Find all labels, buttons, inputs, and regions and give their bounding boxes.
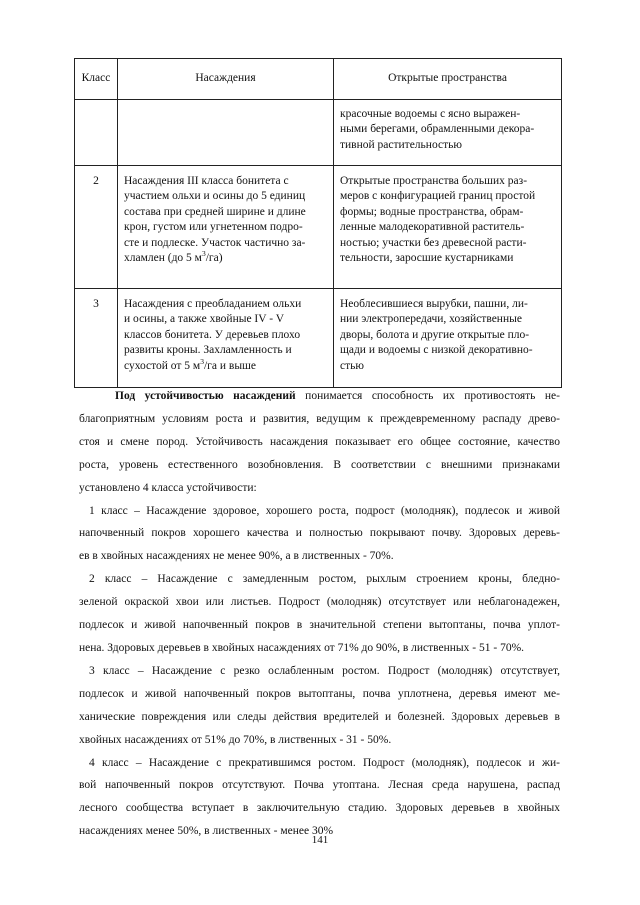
paragraph-definition <box>79 385 560 500</box>
cell-line: стью <box>340 359 364 372</box>
text-line: подлесок и живой напочвенный покров вытоптаны, почва уплотнена, деревья имеют ме- <box>79 687 560 700</box>
cell-line: классов бонитета. У деревьев плохо <box>124 328 301 341</box>
text-line: зеленой окраской хвои или листьев. Подрост (молодняк) отсутствует или неблагонадежен, <box>79 596 560 609</box>
cell-line <box>124 251 329 266</box>
text-line: ев в хвойных насаждениях не менее 90%, а в лиственных - 70%. <box>79 550 394 563</box>
text-line: 2 класс – Насаждение с замедленным ростом, рыхлым строением кроны, бледно- <box>89 573 560 586</box>
text-line: 4 класс – Насаждение с прекратившимся ростом. Подрост (молодняк), подлесок и жи- <box>89 756 560 769</box>
text-line: лесного сообщества вступает в заключительную стадию. Здоровых деревьев в хвойных <box>79 802 560 815</box>
cell-line: меров с конфигурацией границ простой <box>340 190 536 203</box>
text-line <box>79 385 560 408</box>
text-line: насаждениях менее 50%, в лиственных - менее 30% <box>79 825 334 838</box>
table-row <box>75 166 562 289</box>
text-line: 1 класс – Насаждение здоровое, хорошего роста, подрост (молодняк), подлесок и живой <box>89 504 560 517</box>
cell-open-spaces <box>334 166 562 289</box>
cell-line: красочные водоемы с ясно выражен- <box>340 108 521 120</box>
text-line: 3 класс – Насаждение с резко ослабленным ростом. Подрост (молодняк) отсутствует, <box>89 664 560 677</box>
text-line: хвойных насаждениях от 51% до 70%, в лиственных - 31 - 50%. <box>79 733 392 746</box>
body-text <box>79 385 560 843</box>
paragraph-class-4 <box>79 752 560 844</box>
cell-line: участием ольхи и осины до 5 единиц <box>124 190 306 203</box>
cell-open-spaces <box>334 289 562 388</box>
text-line: нена. Здоровых деревьев в хвойных насаждениях от 71% до 90%, в лиственных - 51 - 70%. <box>79 641 525 654</box>
cell-line: состава при средней ширине и длине <box>124 205 306 218</box>
cell-line <box>124 356 329 374</box>
text-line: ханические повреждения или следы действия вредителей и болезней. Здоровых деревьев в <box>79 710 560 723</box>
cell-plantings <box>118 289 334 388</box>
cell-plantings <box>118 100 334 166</box>
cell-line: Необлесившиеся вырубки, пашни, ли- <box>340 298 528 310</box>
text-line: благоприятным условиям роста и развития, ведущим к преждевременному распаду древо- <box>79 412 560 425</box>
header-class: Класс <box>75 59 118 100</box>
paragraph-class-3 <box>79 660 560 752</box>
cell-text: /га) <box>205 252 223 265</box>
sustainability-class-table <box>74 58 562 388</box>
cell-line: крон, густом или угнетенном подро- <box>124 221 303 234</box>
header-open-spaces: Открытые пространства <box>334 59 562 100</box>
cell-class: 3 <box>75 289 118 388</box>
text-line: стоя и смене пород. Устойчивость насаждения показывает его общее состояние, качество <box>79 435 560 448</box>
text-run: понимается способность их противостоять не- <box>295 390 560 402</box>
cell-line: нии электропередачи, хозяйственные <box>340 313 522 326</box>
cell-text: сухостой от 5 м <box>124 359 201 372</box>
text-line: установлено 4 класса устойчивости: <box>79 481 257 494</box>
cell-line: Открытые пространства больших раз- <box>340 175 528 187</box>
superscript: 3 <box>200 356 204 366</box>
cell-line: дворы, болота и другие открытые пло- <box>340 328 530 341</box>
bold-term: Под устойчивостью насаждений <box>115 390 296 402</box>
cell-line: ленные малодекоративной раститель- <box>340 221 525 234</box>
cell-line: и осины, а также хвойные IV - V <box>124 313 285 326</box>
paragraph-class-2 <box>79 568 560 660</box>
cell-line: тивной растительностью <box>340 138 462 151</box>
cell-open-spaces <box>334 100 562 166</box>
table-header-row <box>75 59 562 100</box>
text-line: напочвенный покров хорошего качества и полностью покрывают почву. Здоровых деревь- <box>79 527 560 540</box>
header-plantings: Насаждения <box>118 59 334 100</box>
text-line: роста, уровень естественного возобновления. В соответствии с внешними признаками <box>79 458 560 471</box>
cell-line: Насаждения с преобладанием ольхи <box>124 298 302 310</box>
cell-line: ностью; участки без древесной расти- <box>340 236 527 249</box>
cell-line: Насаждения III класса бонитета с <box>124 175 289 187</box>
text-line: вой напочвенный покров отсутствуют. Почва утоптана. Лесная среда нарушена, распад <box>79 779 560 792</box>
cell-plantings <box>118 166 334 289</box>
cell-line: ными берегами, обрамленными декора- <box>340 123 535 136</box>
page-number: 141 <box>311 834 329 846</box>
cell-class: 2 <box>75 166 118 289</box>
cell-text: хламлен (до 5 м <box>124 252 202 265</box>
cell-line: сте и подлеске. Участок частично за- <box>124 236 306 249</box>
cell-line: формы; водные пространства, обрам- <box>340 205 524 218</box>
paragraph-class-1 <box>79 500 560 569</box>
cell-line: щади и водоемы с низкой декоративно- <box>340 344 533 357</box>
superscript: 3 <box>201 249 206 259</box>
cell-class <box>75 100 118 166</box>
table-row <box>75 100 562 166</box>
cell-text: /га и выше <box>203 359 257 372</box>
cell-line: развиты кроны. Захламленность и <box>124 344 292 357</box>
cell-line: тельности, заросшие кустарниками <box>340 252 514 265</box>
table-row <box>75 289 562 388</box>
text-line: подлесок и живой напочвенный покров в значительной степени вытоптаны, почва уплот- <box>79 619 560 632</box>
